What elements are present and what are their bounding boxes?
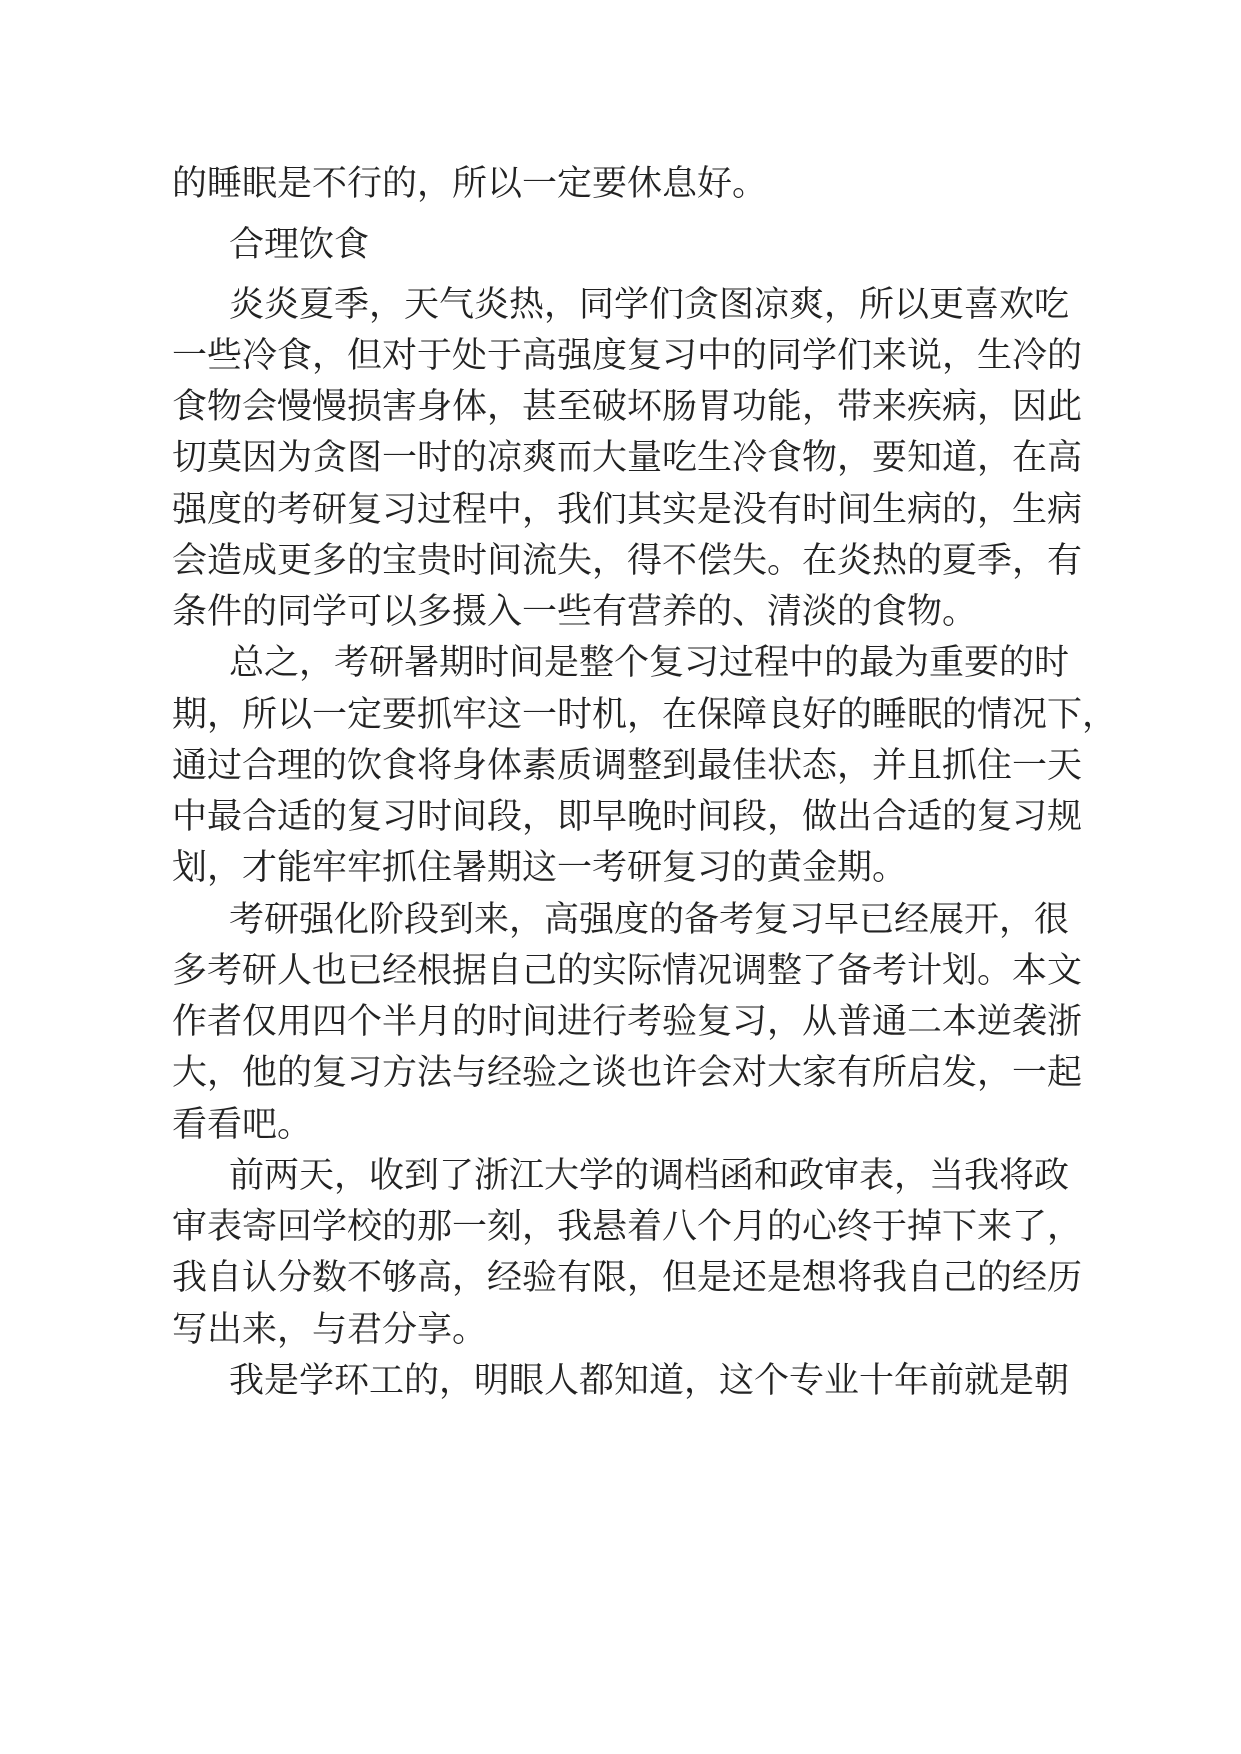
text-line: 大，他的复习方法与经验之谈也许会对大家有所启发，一起	[172, 1053, 1083, 1093]
text-line: 强度的考研复习过程中，我们其实是没有时间生病的，生病	[172, 490, 1083, 530]
text-line: 切莫因为贪图一时的凉爽而大量吃生冷食物，要知道，在高	[172, 438, 1083, 478]
section-heading: 合理饮食	[229, 225, 370, 265]
text-line: 一些冷食，但对于处于高强度复习中的同学们来说，生冷的	[172, 336, 1083, 376]
text-line: 通过合理的饮食将身体素质调整到最佳状态，并且抓住一天	[172, 746, 1083, 786]
text-line: 总之，考研暑期时间是整个复习过程中的最为重要的时	[229, 643, 1070, 683]
text-line: 写出来，与君分享。	[172, 1310, 488, 1350]
text-line: 中最合适的复习时间段，即早晚时间段，做出合适的复习规	[172, 797, 1083, 837]
text-line: 期，所以一定要抓牢这一时机，在保障良好的睡眠的情况下，	[172, 695, 1118, 735]
text-line: 我自认分数不够高，经验有限，但是还是想将我自己的经历	[172, 1258, 1083, 1298]
text-line: 会造成更多的宝贵时间流失，得不偿失。在炎热的夏季，有	[172, 541, 1083, 581]
text-line: 条件的同学可以多摄入一些有营养的、清淡的食物。	[172, 592, 978, 632]
text-line: 多考研人也已经根据自己的实际情况调整了备考计划。本文	[172, 951, 1083, 991]
text-line: 前两天，收到了浙江大学的调档函和政审表，当我将政	[229, 1156, 1070, 1196]
text-line: 看看吧。	[172, 1105, 313, 1145]
text-line: 作者仅用四个半月的时间进行考验复习，从普通二本逆袭浙	[172, 1002, 1083, 1042]
text-line: 划，才能牢牢抓住暑期这一考研复习的黄金期。	[172, 848, 908, 888]
text-line: 食物会慢慢损害身体，甚至破坏肠胃功能，带来疾病，因此	[172, 387, 1083, 427]
text-line: 审表寄回学校的那一刻，我悬着八个月的心终于掉下来了，	[172, 1207, 1083, 1247]
text-line: 的睡眠是不行的，所以一定要休息好。	[172, 164, 768, 204]
text-line: 炎炎夏季，天气炎热，同学们贪图凉爽，所以更喜欢吃	[229, 285, 1070, 325]
text-line: 我是学环工的，明眼人都知道，这个专业十年前就是朝	[229, 1361, 1070, 1401]
text-line: 考研强化阶段到来，高强度的备考复习早已经展开，很	[229, 900, 1070, 940]
